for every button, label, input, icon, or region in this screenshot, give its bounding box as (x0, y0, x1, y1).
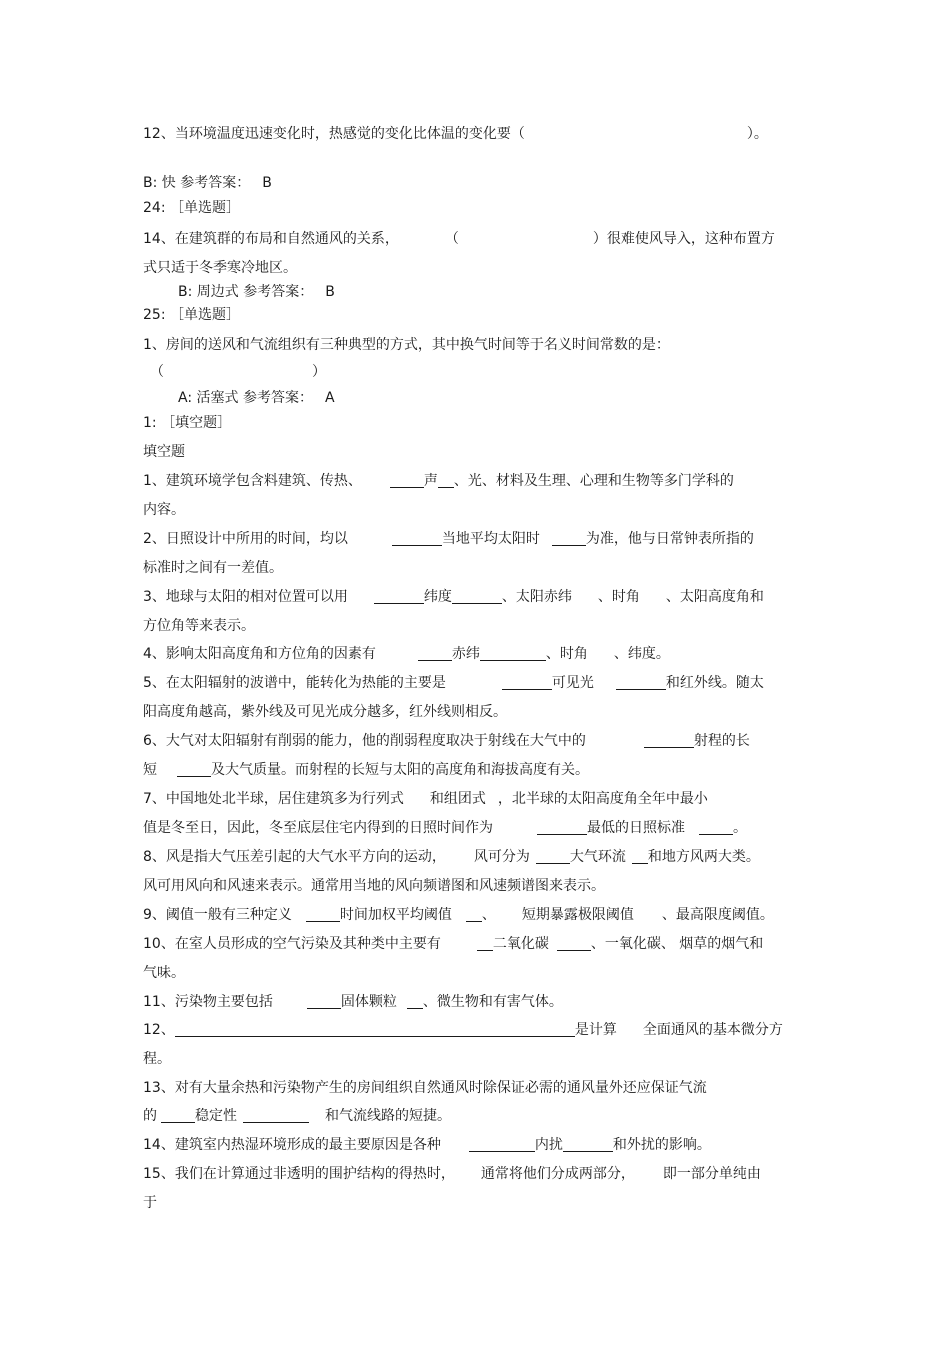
fill-question-2 (143, 529, 754, 549)
text: 15、我们在计算通过非透明的围护结构的得热时， (143, 1166, 455, 1182)
text: 。 (733, 820, 747, 836)
fill-question-10 (143, 934, 763, 954)
question-close: ）。 (746, 126, 768, 142)
text: 全面通风的基本微分方 (642, 1022, 783, 1038)
blank (469, 1135, 535, 1152)
answer-text: 声 (423, 473, 438, 489)
question-open: （ (444, 231, 459, 247)
answer-value: A (324, 390, 335, 406)
text: 及大气质量。而射程的长短与太阳的高度角和海拔高度有关。 (211, 762, 589, 778)
blank (466, 905, 482, 922)
text: 为准，他与日常钟表所指的 (585, 531, 754, 547)
blank (552, 529, 586, 546)
text: 、 (481, 907, 496, 923)
answer-text: 大气环流 (569, 849, 626, 865)
text: 和红外线。随太 (665, 675, 764, 691)
question-close: ）很难使风导入，这种布置方 (592, 231, 775, 247)
answer-value: B (262, 175, 272, 191)
blank (374, 587, 424, 604)
answer-text: 稳定性 (195, 1108, 237, 1124)
text: 2、日照设计中所用的时间，均以 (143, 531, 348, 547)
text: 和气流线路的短捷。 (325, 1108, 451, 1124)
answer-text: 射程的长 (693, 733, 750, 749)
fill-question-13: 13、对有大量余热和污染物产生的房间组织自然通风时除保证必需的通风量外还应保证气流 (143, 1080, 707, 1096)
question-text: 14、在建筑群的布局和自然通风的关系， (143, 231, 399, 247)
answer-value: B (325, 284, 335, 300)
fill-question-12 (143, 1020, 783, 1040)
fill-question-10-cont: 气味。 (143, 965, 185, 981)
fill-question-2-cont: 标准时之间有一差值。 (143, 560, 283, 576)
text: 5、在太阳辐射的波谱中，能转化为热能的主要是 (143, 675, 446, 691)
question-14-mc (143, 229, 775, 249)
question-header-25: 25: ［单选题］ (143, 307, 240, 323)
fill-question-9 (143, 905, 774, 925)
text: 14、建筑室内热湿环境形成的最主要原因是各种 (143, 1137, 441, 1153)
blank (390, 471, 424, 488)
text: 是计算 (574, 1022, 617, 1038)
blank (502, 673, 552, 690)
answer-label: 参考答案： (242, 390, 313, 406)
answer-text: 、时角 (597, 589, 640, 605)
blank (616, 673, 666, 690)
answer-option: A: 活塞式 (178, 390, 239, 406)
blank (161, 1106, 195, 1123)
text: 4、影响太阳高度角和方位角的因素有 (143, 646, 376, 662)
fill-question-11 (143, 992, 563, 1012)
question-header-24: 24: ［单选题］ (143, 200, 240, 216)
fill-question-14 (143, 1135, 711, 1155)
answer-text: 短 (143, 762, 157, 778)
answer-line-q14 (178, 282, 335, 302)
answer-text: 固体颗粒 (340, 994, 397, 1010)
question-14-mc-cont: 式只适于冬季寒冷地区。 (143, 260, 297, 276)
text: 、光、材料及生理、心理和生物等多门学科的 (453, 473, 734, 489)
text: 值是冬至日，因此，冬至底层住宅内得到的日照时间作为 (143, 820, 493, 836)
answer-text: 和组团式 (429, 791, 486, 807)
text: 11、污染物主要包括 (143, 994, 273, 1010)
fill-question-13-cont (143, 1106, 451, 1126)
answer-text: 、最高限度阈值。 (661, 907, 774, 923)
text: 、一氧化碳、 烟草的烟气和 (590, 936, 764, 952)
answer-text: 、太阳赤纬 (501, 589, 572, 605)
text: 和地方风两大类。 (647, 849, 760, 865)
text: 、微生物和有害气体。 (422, 994, 563, 1010)
fill-question-15-cont: 于 (143, 1195, 157, 1211)
blank (175, 1020, 575, 1037)
answer-option: B: 周边式 (178, 284, 239, 300)
text: 、太阳高度角和 (665, 589, 764, 605)
blank (306, 905, 340, 922)
fill-question-5-cont: 阳高度角越高，紫外线及可见光成分越多，红外线则相反。 (143, 704, 507, 720)
text: 风可分为 (473, 849, 530, 865)
text: 9、阈值一般有三种定义 (143, 907, 292, 923)
blank (418, 644, 452, 661)
text: ，北半球的太阳高度角全年中最小 (497, 791, 708, 807)
answer-text: 二氧化碳 (492, 936, 549, 952)
fill-question-3 (143, 587, 764, 607)
question-12-mc (143, 124, 768, 144)
blank (699, 818, 733, 835)
text: 6、大气对太阳辐射有削弱的能力，他的削弱程度取决于射线在大气中的 (143, 733, 586, 749)
blank (644, 731, 694, 748)
blank (632, 847, 648, 864)
answer-text: 纬度 (423, 589, 452, 605)
blank (477, 934, 493, 951)
answer-text: 内扰 (534, 1137, 563, 1153)
text: 通常将他们分成两部分， (480, 1166, 635, 1182)
fill-title: 填空题 (143, 444, 185, 460)
fill-question-7 (143, 789, 708, 809)
blank (407, 992, 423, 1009)
blank (557, 934, 591, 951)
blank (392, 529, 442, 546)
blank (563, 1135, 613, 1152)
text: 即一部分单纯由 (662, 1166, 761, 1182)
blank (537, 818, 587, 835)
answer-text: 、纬度。 (613, 646, 670, 662)
question-1-mc: 1、房间的送风和气流组织有三种典型的方式，其中换气时间等于名义时间常数的是： (143, 337, 670, 353)
blank (438, 471, 454, 488)
answer-label: 参考答案： (180, 175, 251, 191)
blank (243, 1106, 309, 1123)
fill-question-1 (143, 471, 734, 491)
answer-text: 赤纬 (451, 646, 480, 662)
fill-question-3-cont: 方位角等来表示。 (143, 618, 255, 634)
question-1-mc-blank (150, 362, 326, 382)
text: 12、 (143, 1022, 175, 1038)
answer-text: 可见光 (551, 675, 594, 691)
question-close: ） (312, 364, 326, 380)
fill-question-5 (143, 673, 764, 693)
question-text: 12、当环境温度迅速变化时，热感觉的变化比体温的变化要（ (143, 126, 525, 142)
answer-text: 时间加权平均阈值 (339, 907, 452, 923)
blank (177, 760, 211, 777)
text: 3、地球与太阳的相对位置可以用 (143, 589, 348, 605)
answer-option: B: 快 (143, 175, 176, 191)
blank (307, 992, 341, 1009)
fill-question-8 (143, 847, 760, 867)
fill-question-6 (143, 731, 750, 751)
text: 7、中国地处北半球，居住建筑多为行列式 (143, 791, 404, 807)
answer-label: 参考答案： (243, 284, 314, 300)
text: 8、风是指大气压差引起的大气水平方向的运动， (143, 849, 446, 865)
answer-line-q12 (143, 173, 272, 193)
answer-text: 当地平均太阳时 (441, 531, 540, 547)
answer-line-q1 (178, 388, 335, 408)
fill-header: 1: ［填空题］ (143, 415, 232, 431)
blank (452, 587, 502, 604)
answer-text: 、时角 (545, 646, 588, 662)
text: 10、在室人员形成的空气污染及其种类中主要有 (143, 936, 441, 952)
question-open: （ (150, 364, 164, 380)
fill-question-4 (143, 644, 670, 664)
answer-text: 短期暴露极限阈值 (521, 907, 634, 923)
blank (536, 847, 570, 864)
answer-text: 最低的日照标准 (587, 820, 685, 836)
fill-question-7-cont (143, 818, 747, 838)
fill-question-6-cont (143, 760, 589, 780)
fill-question-15 (143, 1164, 761, 1184)
fill-question-1-cont: 内容。 (143, 502, 185, 518)
fill-question-12-cont: 程。 (143, 1051, 171, 1067)
text: 和外扰的影响。 (612, 1137, 711, 1153)
text: 的 (143, 1108, 157, 1124)
fill-question-8-cont: 风可用风向和风速来表示。通常用当地的风向频谱图和风速频谱图来表示。 (143, 878, 605, 894)
text: 1、建筑环境学包含料建筑、传热、 (143, 473, 362, 489)
blank (480, 644, 546, 661)
